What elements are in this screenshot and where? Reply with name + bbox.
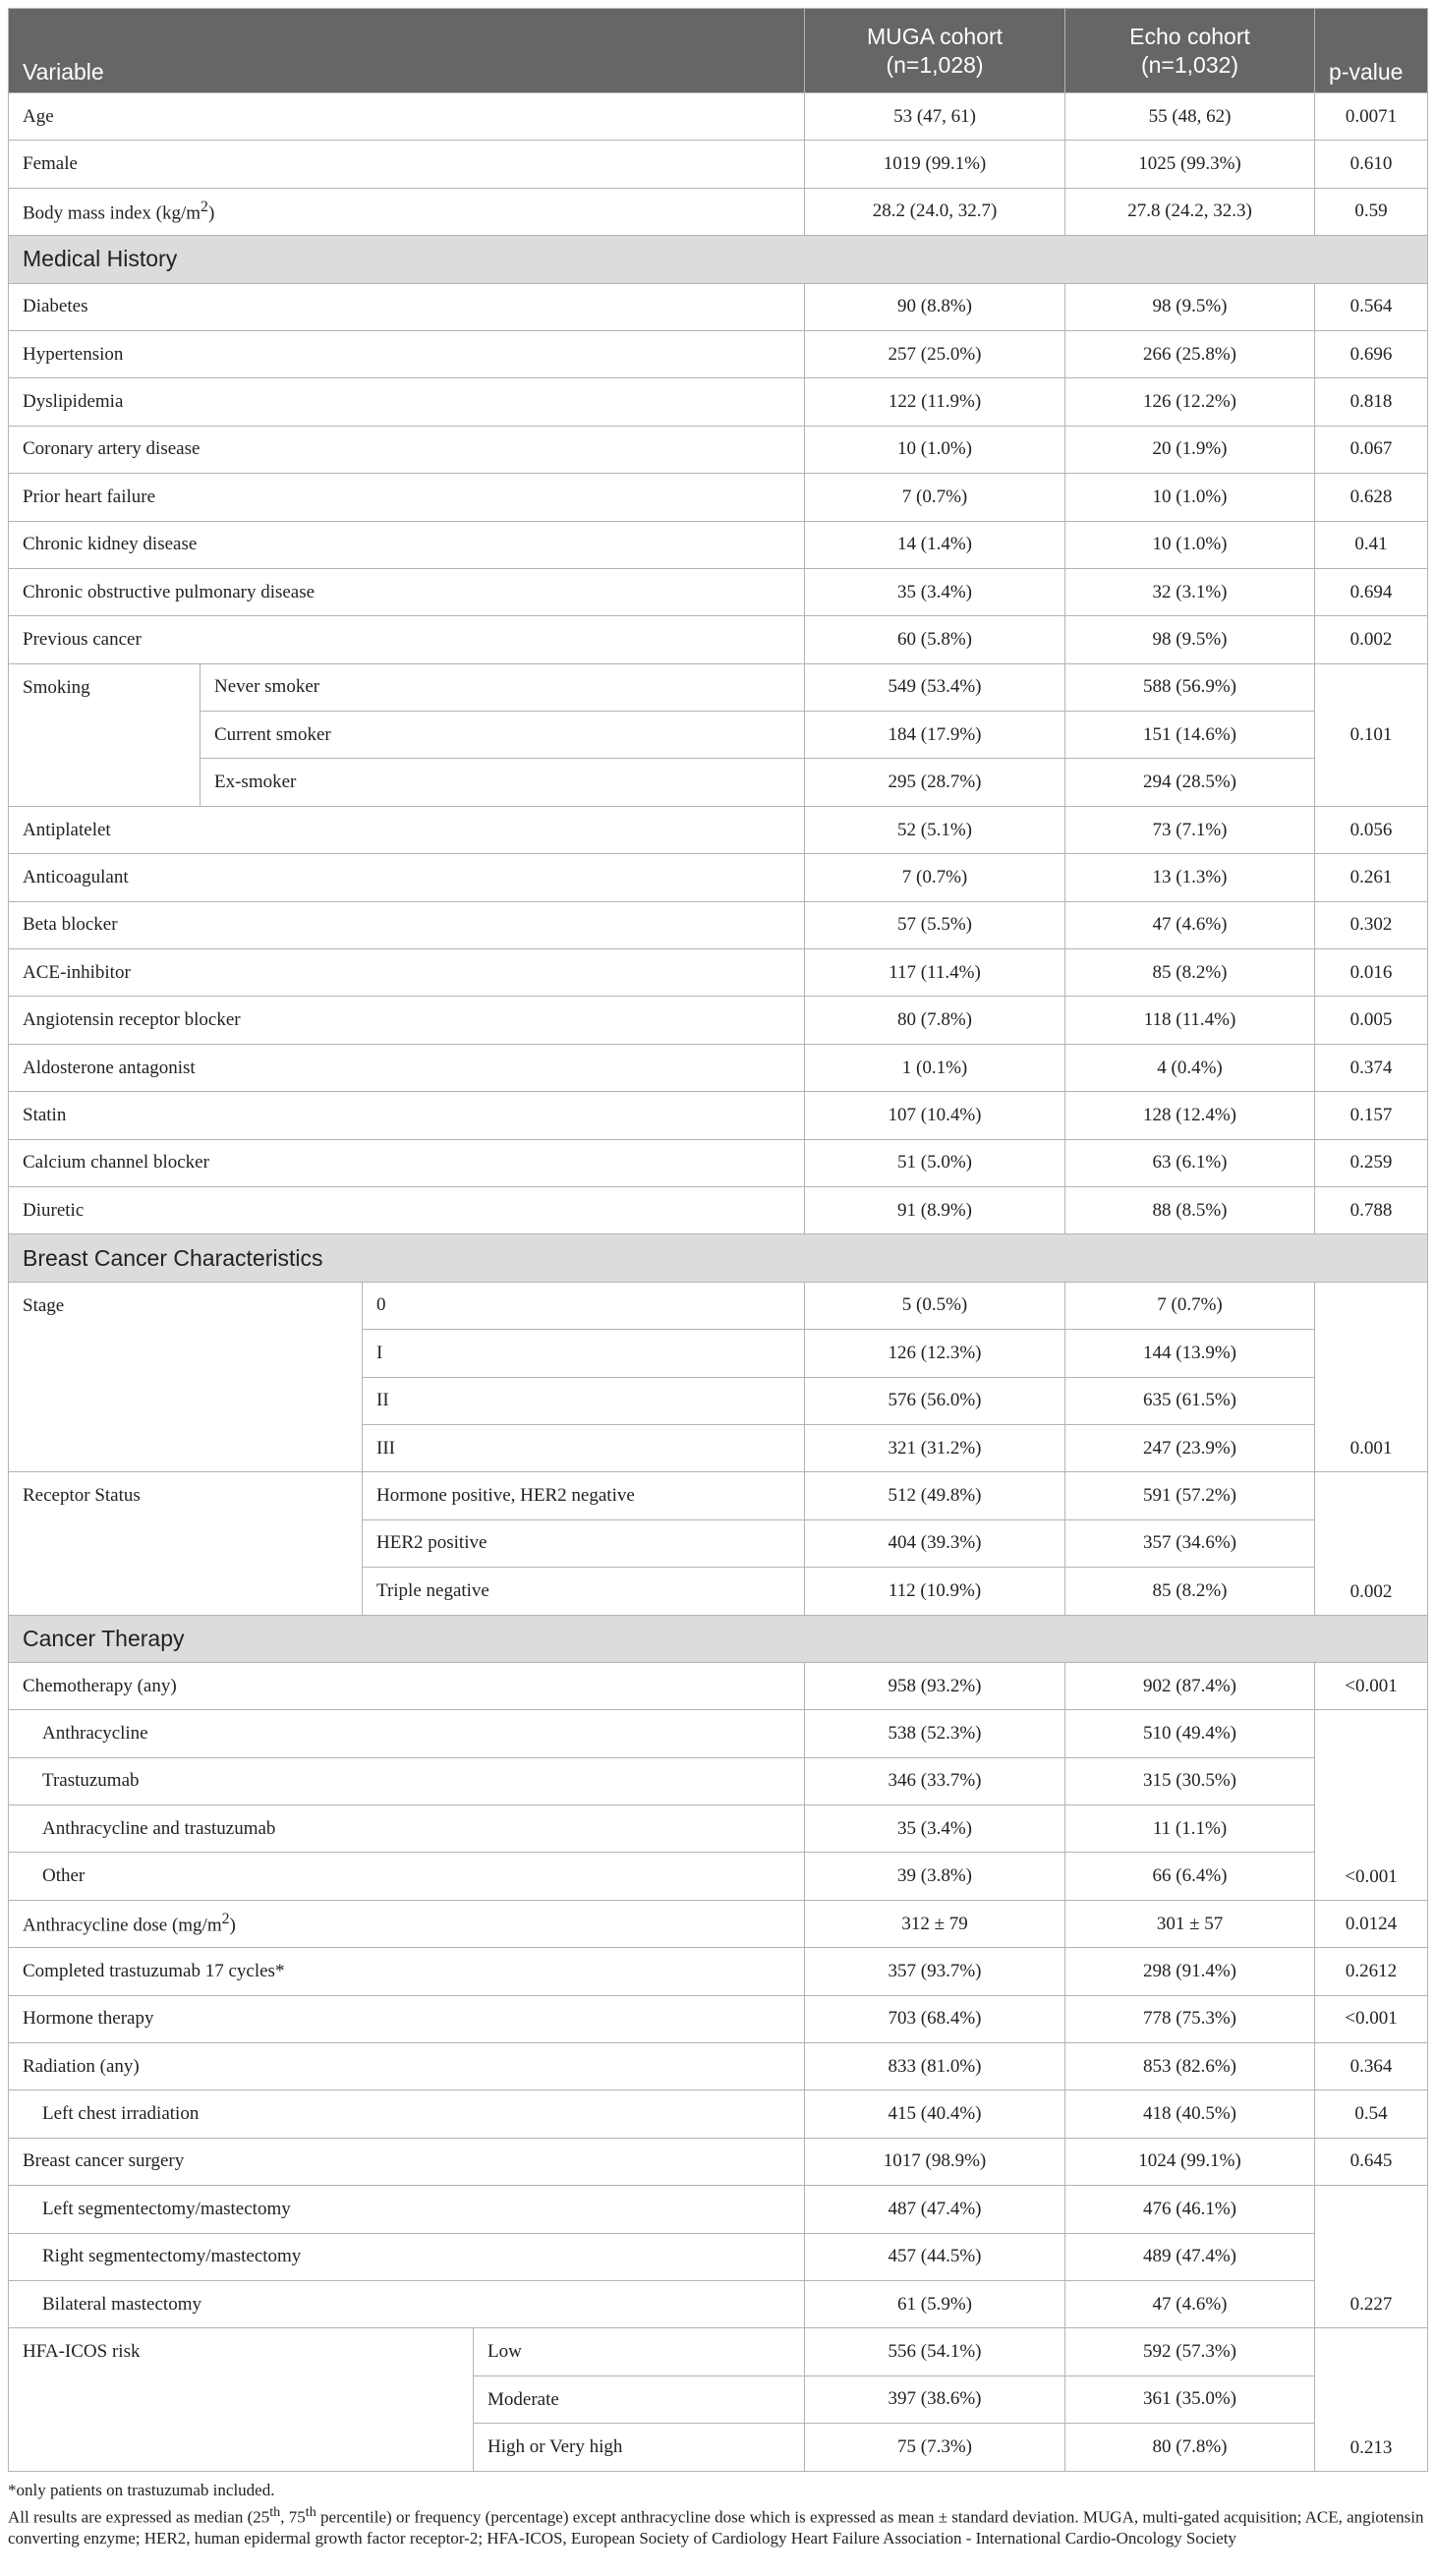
row-label: Chronic kidney disease — [9, 521, 805, 568]
muga-value: 512 (49.8%) — [805, 1472, 1065, 1519]
section-header — [9, 1615, 1428, 1662]
sub-label: Current smoker — [201, 712, 805, 759]
muga-value: 833 (81.0%) — [805, 2043, 1065, 2090]
muga-value: 28.2 (24.0, 32.7) — [805, 188, 1065, 235]
row-label: Hypertension — [9, 330, 805, 377]
row-label: Radiation (any) — [9, 2043, 805, 2090]
echo-value: 592 (57.3%) — [1065, 2328, 1315, 2376]
muga-value: 35 (3.4%) — [805, 1805, 1065, 1853]
muga-value: 14 (1.4%) — [805, 521, 1065, 568]
echo-value: 80 (7.8%) — [1065, 2424, 1315, 2471]
muga-value: 39 (3.8%) — [805, 1853, 1065, 1900]
muga-value: 61 (5.9%) — [805, 2280, 1065, 2327]
muga-value: 357 (93.7%) — [805, 1948, 1065, 1995]
row-label: Previous cancer — [9, 616, 805, 663]
echo-value: 128 (12.4%) — [1065, 1092, 1315, 1139]
table-footnotes — [8, 2472, 1427, 2550]
row-label: Angiotensin receptor blocker — [9, 997, 805, 1044]
table-row — [9, 1900, 1428, 1947]
p-value: 0.696 — [1315, 330, 1428, 377]
table-row — [9, 426, 1428, 473]
p-value: 0.374 — [1315, 1044, 1428, 1091]
row-label: Aldosterone antagonist — [9, 1044, 805, 1091]
p-value: 0.001 — [1315, 1282, 1428, 1472]
table-row — [9, 1995, 1428, 2042]
table-row — [9, 2090, 1428, 2138]
echo-value: 315 (30.5%) — [1065, 1757, 1315, 1804]
table-row — [9, 806, 1428, 853]
table-row — [9, 2043, 1428, 2090]
table-container — [8, 8, 1427, 2549]
p-value: 0.818 — [1315, 378, 1428, 426]
header-pvalue: p-value — [1315, 9, 1428, 93]
sub-label: Triple negative — [363, 1568, 805, 1615]
muga-value: 7 (0.7%) — [805, 474, 1065, 521]
echo-value: 301 ± 57 — [1065, 1900, 1315, 1947]
row-label: Other — [9, 1853, 805, 1900]
row-label: Right segmentectomy/mastectomy — [9, 2233, 805, 2280]
footnote-trastuzumab: *only patients on trastuzumab included. — [8, 2480, 275, 2499]
p-value: 0.59 — [1315, 188, 1428, 235]
muga-value: 75 (7.3%) — [805, 2424, 1065, 2471]
echo-value: 588 (56.9%) — [1065, 663, 1315, 711]
muga-value: 404 (39.3%) — [805, 1519, 1065, 1567]
muga-value: 538 (52.3%) — [805, 1710, 1065, 1757]
sub-label: Moderate — [474, 2376, 804, 2424]
p-value: 0.364 — [1315, 2043, 1428, 2090]
echo-value: 47 (4.6%) — [1065, 2280, 1315, 2327]
section-title: Cancer Therapy — [9, 1615, 1428, 1662]
table-row — [9, 1757, 1428, 1804]
table-row — [9, 663, 1428, 711]
p-value: 0.41 — [1315, 521, 1428, 568]
row-label: Breast cancer surgery — [9, 2138, 805, 2185]
p-value: 0.067 — [1315, 426, 1428, 473]
section-header — [9, 236, 1428, 283]
p-value: 0.645 — [1315, 2138, 1428, 2185]
echo-value: 85 (8.2%) — [1065, 1568, 1315, 1615]
p-value: 0.016 — [1315, 949, 1428, 997]
echo-value: 55 (48, 62) — [1065, 93, 1315, 141]
table-row — [9, 2138, 1428, 2185]
p-value: 0.157 — [1315, 1092, 1428, 1139]
muga-value: 117 (11.4%) — [805, 949, 1065, 997]
group-label-smoking: Smoking — [9, 663, 201, 806]
row-label: Calcium channel blocker — [9, 1139, 805, 1186]
p-value: 0.101 — [1315, 663, 1428, 806]
muga-value: 57 (5.5%) — [805, 901, 1065, 948]
hfa-icos-levels — [474, 2328, 804, 2470]
muga-value: 80 (7.8%) — [805, 997, 1065, 1044]
muga-value: 107 (10.4%) — [805, 1092, 1065, 1139]
header-variable: Variable — [9, 9, 805, 93]
table-row — [9, 2328, 1428, 2376]
p-value: 0.259 — [1315, 1139, 1428, 1186]
table-row — [9, 283, 1428, 330]
muga-value: 52 (5.1%) — [805, 806, 1065, 853]
header-echo: Echo cohort (n=1,032) — [1065, 9, 1315, 93]
echo-value: 1024 (99.1%) — [1065, 2138, 1315, 2185]
header-muga: MUGA cohort (n=1,028) — [805, 9, 1065, 93]
echo-value: 63 (6.1%) — [1065, 1139, 1315, 1186]
row-label: Anthracycline dose $(mg/m^2)$ — [9, 1900, 805, 1947]
echo-value: 20 (1.9%) — [1065, 426, 1315, 473]
echo-value: 27.8 (24.2, 32.3) — [1065, 188, 1315, 235]
row-label: ACE-inhibitor — [9, 949, 805, 997]
table-row — [9, 1044, 1428, 1091]
echo-value: 247 (23.9%) — [1065, 1424, 1315, 1471]
table-row — [9, 474, 1428, 521]
p-value: 0.694 — [1315, 568, 1428, 615]
table-row — [9, 1948, 1428, 1995]
section-title: Breast Cancer Characteristics — [9, 1234, 1428, 1282]
muga-value: 5 (0.5%) — [805, 1282, 1065, 1329]
row-label: Diuretic — [9, 1186, 805, 1233]
echo-value: 98 (9.5%) — [1065, 616, 1315, 663]
p-value: 0.2612 — [1315, 1948, 1428, 1995]
sub-label: 0 — [363, 1282, 805, 1329]
muga-value: 549 (53.4%) — [805, 663, 1065, 711]
hfa-icos-label: HFA-ICOS risk — [9, 2328, 474, 2470]
table-row — [9, 1139, 1428, 1186]
row-label: Completed trastuzumab 17 cycles* — [9, 1948, 805, 1995]
p-value: <0.001 — [1315, 1710, 1428, 1901]
muga-value: 184 (17.9%) — [805, 712, 1065, 759]
sub-label: III — [363, 1424, 805, 1471]
echo-value: 73 (7.1%) — [1065, 806, 1315, 853]
table-row — [9, 188, 1428, 235]
muga-value: 295 (28.7%) — [805, 759, 1065, 806]
table-row — [9, 1282, 1428, 1329]
sub-label: High or Very high — [488, 2436, 623, 2458]
table-row — [9, 378, 1428, 426]
echo-value: 591 (57.2%) — [1065, 1472, 1315, 1519]
echo-value: 151 (14.6%) — [1065, 712, 1315, 759]
row-label: Age — [9, 93, 805, 141]
sub-label: Hormone positive, HER2 negative — [363, 1472, 805, 1519]
echo-value: 489 (47.4%) — [1065, 2233, 1315, 2280]
table-row — [9, 854, 1428, 901]
echo-value: 4 (0.4%) — [1065, 1044, 1315, 1091]
row-label: Anthracycline — [9, 1710, 805, 1757]
echo-value: 778 (75.3%) — [1065, 1995, 1315, 2042]
muga-value: 90 (8.8%) — [805, 283, 1065, 330]
row-label: Left chest irradiation — [9, 2090, 805, 2138]
muga-value: 1017 (98.9%) — [805, 2138, 1065, 2185]
table-row — [9, 901, 1428, 948]
muga-value: 60 (5.8%) — [805, 616, 1065, 663]
table-row — [9, 2233, 1428, 2280]
p-value: 0.0124 — [1315, 1900, 1428, 1947]
echo-value: 118 (11.4%) — [1065, 997, 1315, 1044]
row-label: Hormone therapy — [9, 1995, 805, 2042]
p-value: 0.788 — [1315, 1186, 1428, 1233]
p-value: 0.056 — [1315, 806, 1428, 853]
echo-value: 361 (35.0%) — [1065, 2376, 1315, 2423]
p-value: 0.002 — [1315, 1472, 1428, 1615]
echo-value: 88 (8.5%) — [1065, 1186, 1315, 1233]
p-value: 0.628 — [1315, 474, 1428, 521]
echo-value: 266 (25.8%) — [1065, 330, 1315, 377]
table-row — [9, 2280, 1428, 2327]
echo-value: 144 (13.9%) — [1065, 1330, 1315, 1377]
muga-value: 1019 (99.1%) — [805, 141, 1065, 188]
header-row — [9, 9, 1428, 93]
p-value: 0.005 — [1315, 997, 1428, 1044]
p-value: 0.610 — [1315, 141, 1428, 188]
row-label: Beta blocker — [9, 901, 805, 948]
echo-value: 476 (46.1%) — [1065, 2186, 1315, 2233]
muga-value: 126 (12.3%) — [805, 1330, 1065, 1377]
echo-value: 10 (1.0%) — [1065, 521, 1315, 568]
muga-value: 397 (38.6%) — [805, 2376, 1065, 2423]
muga-value: 51 (5.0%) — [805, 1139, 1065, 1186]
row-label: Bilateral mastectomy — [9, 2280, 805, 2327]
echo-value: 47 (4.6%) — [1065, 901, 1315, 948]
echo-value: 1025 (99.3%) — [1065, 141, 1315, 188]
table-row — [9, 712, 1428, 759]
table-row — [9, 2186, 1428, 2233]
table-row — [9, 759, 1428, 806]
p-value: 0.227 — [1315, 2186, 1428, 2328]
row-label: Coronary artery disease — [9, 426, 805, 473]
muga-value: 257 (25.0%) — [805, 330, 1065, 377]
footnote-abbreviations: All results are expressed as median (25th, 75th percentile) or frequency (percentage) except anthracycline dose which is expressed as mean ± standard deviation. MUGA, multi-gated acquisition; ACE, angiotensin converting enzyme; HER2, human epidermal growth factor receptor-2; HFA-ICOS, European Society of Cardiology Heart Failure Association - International Cardio-Oncology Society — [8, 2503, 1424, 2548]
muga-value: 1 (0.1%) — [805, 1044, 1065, 1091]
muga-value: 487 (47.4%) — [805, 2186, 1065, 2233]
row-label: Left segmentectomy/mastectomy — [9, 2186, 805, 2233]
muga-value: 703 (68.4%) — [805, 1995, 1065, 2042]
echo-value: 98 (9.5%) — [1065, 283, 1315, 330]
echo-value: 418 (40.5%) — [1065, 2090, 1315, 2138]
p-value: 0.002 — [1315, 616, 1428, 663]
echo-value: 853 (82.6%) — [1065, 2043, 1315, 2090]
section-header — [9, 1234, 1428, 1282]
echo-value: 126 (12.2%) — [1065, 378, 1315, 426]
muga-value: 7 (0.7%) — [805, 854, 1065, 901]
sub-label: Never smoker — [201, 663, 805, 711]
echo-value: 510 (49.4%) — [1065, 1710, 1315, 1757]
sub-label: I — [363, 1330, 805, 1377]
table-row — [9, 330, 1428, 377]
table-row — [9, 1853, 1428, 1900]
muga-value: 346 (33.7%) — [805, 1757, 1065, 1804]
sub-label: II — [363, 1377, 805, 1424]
table-row — [9, 616, 1428, 663]
muga-value: 53 (47, 61) — [805, 93, 1065, 141]
muga-value: 556 (54.1%) — [805, 2328, 1065, 2376]
echo-value: 357 (34.6%) — [1065, 1519, 1315, 1567]
row-label: Anthracycline and trastuzumab — [9, 1805, 805, 1853]
p-value: 0.54 — [1315, 2090, 1428, 2138]
p-value: 0.302 — [1315, 901, 1428, 948]
row-label: Diabetes — [9, 283, 805, 330]
table-row — [9, 521, 1428, 568]
sub-label: Low — [474, 2328, 804, 2376]
p-value: 0.261 — [1315, 854, 1428, 901]
muga-value: 415 (40.4%) — [805, 2090, 1065, 2138]
row-label: Prior heart failure — [9, 474, 805, 521]
group-label-receptor-status: Receptor Status — [9, 1472, 363, 1615]
muga-value: 312 ± 79 — [805, 1900, 1065, 1947]
p-value: 0.213 — [1315, 2328, 1428, 2471]
table-row — [9, 1662, 1428, 1709]
p-value: <0.001 — [1315, 1995, 1428, 2042]
muga-value: 91 (8.9%) — [805, 1186, 1065, 1233]
group-label-stage: Stage — [9, 1282, 363, 1472]
muga-value: 321 (31.2%) — [805, 1424, 1065, 1471]
muga-value: 112 (10.9%) — [805, 1568, 1065, 1615]
muga-value: 10 (1.0%) — [805, 426, 1065, 473]
row-label: Statin — [9, 1092, 805, 1139]
echo-value: 10 (1.0%) — [1065, 474, 1315, 521]
echo-value: 635 (61.5%) — [1065, 1377, 1315, 1424]
row-label: Female — [9, 141, 805, 188]
table-row — [9, 1186, 1428, 1233]
echo-value: 13 (1.3%) — [1065, 854, 1315, 901]
row-label: Chronic obstructive pulmonary disease — [9, 568, 805, 615]
echo-value: 298 (91.4%) — [1065, 1948, 1315, 1995]
p-value: 0.0071 — [1315, 93, 1428, 141]
row-label: Dyslipidemia — [9, 378, 805, 426]
baseline-characteristics-table — [8, 8, 1428, 2472]
muga-value: 958 (93.2%) — [805, 1662, 1065, 1709]
echo-value: 902 (87.4%) — [1065, 1662, 1315, 1709]
group-label-hfa-icos — [9, 2328, 805, 2471]
p-value: 0.564 — [1315, 283, 1428, 330]
echo-value: 66 (6.4%) — [1065, 1853, 1315, 1900]
sub-label: Ex-smoker — [201, 759, 805, 806]
sub-label: HER2 positive — [363, 1519, 805, 1567]
table-row — [9, 568, 1428, 615]
muga-value: 35 (3.4%) — [805, 568, 1065, 615]
table-row — [9, 1092, 1428, 1139]
table-row — [9, 949, 1428, 997]
table-row — [9, 141, 1428, 188]
echo-value: 7 (0.7%) — [1065, 1282, 1315, 1329]
table-row — [9, 1805, 1428, 1853]
hfa-icos-split — [9, 2328, 804, 2470]
table-row — [9, 93, 1428, 141]
row-label: Trastuzumab — [9, 1757, 805, 1804]
section-title: Medical History — [9, 236, 1428, 283]
row-label: Body mass index $(kg/m^2)$ — [9, 188, 805, 235]
table-row — [9, 1710, 1428, 1757]
row-label: Antiplatelet — [9, 806, 805, 853]
muga-value: 122 (11.9%) — [805, 378, 1065, 426]
row-label: Anticoagulant — [9, 854, 805, 901]
echo-value: 11 (1.1%) — [1065, 1805, 1315, 1853]
p-value: <0.001 — [1315, 1662, 1428, 1709]
muga-value: 576 (56.0%) — [805, 1377, 1065, 1424]
muga-value: 457 (44.5%) — [805, 2233, 1065, 2280]
echo-value: 85 (8.2%) — [1065, 949, 1315, 997]
echo-value: 294 (28.5%) — [1065, 759, 1315, 806]
table-row — [9, 997, 1428, 1044]
table-row — [9, 1472, 1428, 1519]
echo-value: 32 (3.1%) — [1065, 568, 1315, 615]
row-label: Chemotherapy (any) — [9, 1662, 805, 1709]
